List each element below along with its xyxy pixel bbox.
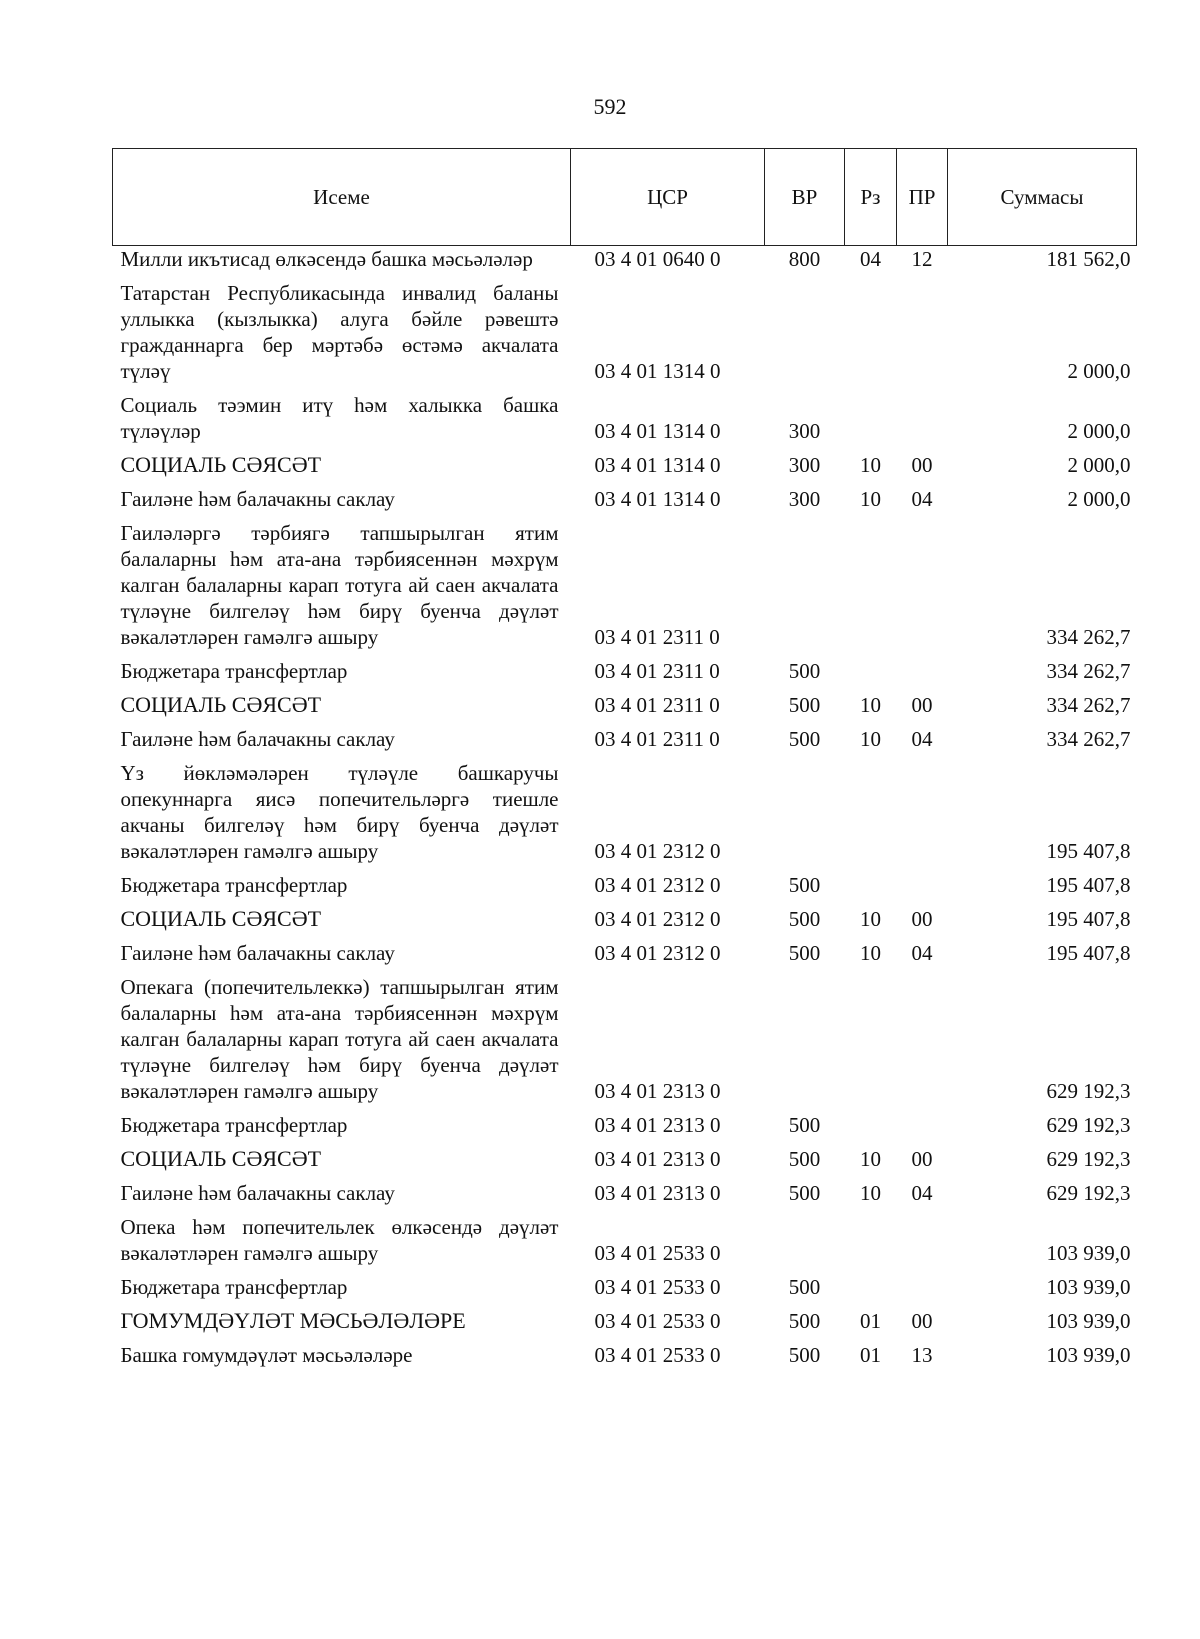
table-row <box>113 452 1137 486</box>
cell-pr <box>897 760 948 872</box>
table-row <box>113 1146 1137 1180</box>
cell-name: СОЦИАЛЬ СӘЯСӘТ <box>120 906 322 931</box>
cell-pr: 12 <box>911 247 933 271</box>
cell-rz: 10 <box>860 1147 881 1171</box>
cell-sum: 629 192,3 <box>1046 1113 1131 1137</box>
cell-csr: 03 4 01 2311 0 <box>594 727 720 751</box>
cell-rz: 10 <box>860 727 881 751</box>
header-vr: ВР <box>765 149 845 246</box>
cell-name: СОЦИАЛЬ СӘЯСӘТ <box>120 452 322 477</box>
cell-name: Милли икътисад өлкәсендә башка мәсьәләләр <box>120 247 533 271</box>
cell-name: Гаиләләргә тәрбиягә тапшырылган ятим балаларны һәм ата-ана тәрбиясеннән мәхрүм калган балаларны карап тотуга ай саен акчалата түләүне билгеләү һәм бирү буенча дәүләт вәкаләтләрен гамәлгә ашыру <box>120 521 559 649</box>
table-row <box>113 1180 1137 1214</box>
cell-pr <box>897 1214 948 1274</box>
cell-pr: 00 <box>911 453 933 477</box>
cell-csr: 03 4 01 2533 0 <box>594 1343 721 1367</box>
cell-rz <box>845 760 897 872</box>
cell-csr: 03 4 01 2312 0 <box>594 941 721 965</box>
cell-vr: 500 <box>788 659 821 683</box>
cell-pr <box>897 1112 948 1146</box>
cell-name: Опека һәм попечительлек өлкәсендә дәүләт вәкаләтләрен гамәлгә ашыру <box>120 1215 559 1265</box>
cell-name: Гаиләне һәм балачакны саклау <box>120 941 395 965</box>
budget-table <box>112 148 1137 1376</box>
cell-vr: 500 <box>788 1113 821 1137</box>
cell-sum: 103 939,0 <box>1046 1241 1131 1265</box>
cell-csr: 03 4 01 2313 0 <box>594 1181 721 1205</box>
cell-csr: 03 4 01 2313 0 <box>594 1147 721 1171</box>
cell-vr: 300 <box>788 419 821 443</box>
cell-name: ГОМУМДӘҮЛӘТ МӘСЬӘЛӘЛӘРЕ <box>120 1308 466 1333</box>
cell-sum: 2 000,0 <box>1067 453 1131 477</box>
table-row <box>113 1308 1137 1342</box>
cell-pr: 04 <box>911 727 933 751</box>
cell-csr: 03 4 01 1314 0 <box>594 359 721 383</box>
table-row <box>113 760 1137 872</box>
header-rz: Рз <box>845 149 897 246</box>
cell-sum: 103 939,0 <box>1046 1309 1131 1333</box>
table-row <box>113 1112 1137 1146</box>
cell-vr: 500 <box>788 1309 821 1333</box>
cell-pr: 13 <box>911 1343 933 1367</box>
cell-vr: 500 <box>788 907 821 931</box>
cell-vr: 300 <box>788 487 821 511</box>
cell-sum: 2 000,0 <box>1067 487 1131 511</box>
cell-pr <box>897 1274 948 1308</box>
cell-rz: 10 <box>860 907 881 931</box>
cell-pr: 04 <box>911 1181 933 1205</box>
cell-sum: 334 262,7 <box>1046 659 1131 683</box>
cell-csr: 03 4 01 2533 0 <box>594 1309 721 1333</box>
cell-rz: 10 <box>860 693 881 717</box>
cell-sum: 629 192,3 <box>1046 1181 1131 1205</box>
header-sum: Суммасы <box>948 149 1137 246</box>
cell-csr: 03 4 01 2313 0 <box>594 1079 721 1103</box>
cell-csr: 03 4 01 2311 0 <box>594 693 720 717</box>
cell-name: СОЦИАЛЬ СӘЯСӘТ <box>120 1146 322 1171</box>
cell-sum: 334 262,7 <box>1046 625 1131 649</box>
cell-vr: 500 <box>788 693 821 717</box>
table-row <box>113 280 1137 392</box>
table-row <box>113 940 1137 974</box>
table-row <box>113 1342 1137 1376</box>
table-row <box>113 872 1137 906</box>
table-row <box>113 1214 1137 1274</box>
cell-pr: 00 <box>911 1309 933 1333</box>
cell-pr <box>897 872 948 906</box>
table-row <box>113 974 1137 1112</box>
cell-rz: 01 <box>860 1343 881 1367</box>
cell-sum: 181 562,0 <box>1046 247 1131 271</box>
cell-name: Гаиләне һәм балачакны саклау <box>120 487 395 511</box>
header-pr: ПР <box>897 149 948 246</box>
cell-csr: 03 4 01 1314 0 <box>594 487 721 511</box>
cell-sum: 195 407,8 <box>1046 839 1131 863</box>
cell-csr: 03 4 01 2312 0 <box>594 873 721 897</box>
cell-rz <box>845 974 897 1112</box>
cell-name: Социаль тәэмин итү һәм халыкка башка түләүләр <box>120 393 559 443</box>
cell-rz <box>845 1112 897 1146</box>
cell-pr <box>897 974 948 1112</box>
page-number: 592 <box>593 94 627 119</box>
cell-csr: 03 4 01 2313 0 <box>594 1113 721 1137</box>
cell-csr: 03 4 01 2312 0 <box>594 839 721 863</box>
table-body <box>113 246 1137 1377</box>
cell-pr <box>897 392 948 452</box>
cell-name: Үз йөкләмәләрен түләүле башкаручы опекуннарга яисә попечительләргә тиешле акчаны билгеләү һәм бирү буенча дәүләт вәкаләтләрен гамәлгә ашыру <box>120 761 559 863</box>
cell-csr: 03 4 01 2311 0 <box>594 625 720 649</box>
cell-csr: 03 4 01 1314 0 <box>594 419 721 443</box>
cell-rz <box>845 1274 897 1308</box>
cell-vr: 500 <box>788 941 821 965</box>
table-row <box>113 486 1137 520</box>
cell-rz <box>845 520 897 658</box>
cell-pr: 04 <box>911 487 933 511</box>
cell-rz: 10 <box>860 1181 881 1205</box>
cell-csr: 03 4 01 1314 0 <box>594 453 721 477</box>
cell-sum: 195 407,8 <box>1046 907 1131 931</box>
cell-vr <box>765 520 845 658</box>
table-row <box>113 658 1137 692</box>
cell-rz <box>845 872 897 906</box>
cell-vr: 500 <box>788 1181 821 1205</box>
cell-vr: 500 <box>788 1147 821 1171</box>
cell-pr <box>897 658 948 692</box>
table-header <box>113 149 1137 246</box>
cell-name: Бюджетара трансфертлар <box>120 1275 348 1299</box>
cell-rz <box>845 392 897 452</box>
table-row <box>113 692 1137 726</box>
cell-vr: 500 <box>788 727 821 751</box>
cell-rz <box>845 658 897 692</box>
table-row <box>113 520 1137 658</box>
cell-vr: 800 <box>788 247 821 271</box>
cell-name: Гаиләне һәм балачакны саклау <box>120 1181 395 1205</box>
cell-pr: 00 <box>911 1147 933 1171</box>
cell-pr: 04 <box>911 941 933 965</box>
cell-sum: 195 407,8 <box>1046 873 1131 897</box>
cell-csr: 03 4 01 0640 0 <box>594 247 721 271</box>
cell-vr <box>765 974 845 1112</box>
cell-rz <box>845 1214 897 1274</box>
cell-sum: 2 000,0 <box>1067 419 1131 443</box>
cell-csr: 03 4 01 2533 0 <box>594 1241 721 1265</box>
cell-pr <box>897 520 948 658</box>
cell-vr <box>765 280 845 392</box>
cell-rz: 10 <box>860 487 881 511</box>
cell-csr: 03 4 01 2312 0 <box>594 907 721 931</box>
cell-name: Опекага (попечительлеккә) тапшырылган ятим балаларны һәм ата-ана тәрбиясеннән мәхрүм калган балаларны карап тотуга ай саен акчалата түләүне билгеләү һәм бирү буенча дәүләт вәкаләтләрен гамәлгә ашыру <box>120 975 559 1103</box>
cell-sum: 334 262,7 <box>1046 727 1131 751</box>
cell-name: Бюджетара трансфертлар <box>120 1113 348 1137</box>
cell-pr: 00 <box>911 693 933 717</box>
cell-rz: 10 <box>860 941 881 965</box>
table-row <box>113 392 1137 452</box>
cell-rz: 04 <box>860 247 881 271</box>
cell-name: Гаиләне һәм балачакны саклау <box>120 727 395 751</box>
cell-sum: 103 939,0 <box>1046 1343 1131 1367</box>
cell-name: Башка гомумдәүләт мәсьәләләре <box>120 1343 413 1367</box>
table-row <box>113 906 1137 940</box>
cell-csr: 03 4 01 2533 0 <box>594 1275 721 1299</box>
cell-sum: 195 407,8 <box>1046 941 1131 965</box>
cell-name: Татарстан Республикасында инвалид баланы уллыкка (кызлыкка) алуга бәйле рәвештә гражданнарга бер мәртәбә өстәмә акчалата түләү <box>120 281 559 383</box>
cell-sum: 334 262,7 <box>1046 693 1131 717</box>
cell-name: СОЦИАЛЬ СӘЯСӘТ <box>120 692 322 717</box>
table-row <box>113 726 1137 760</box>
table-row <box>113 246 1137 281</box>
header-name: Исеме <box>113 149 571 246</box>
cell-pr <box>897 280 948 392</box>
cell-pr: 00 <box>911 907 933 931</box>
cell-vr: 300 <box>788 453 821 477</box>
cell-vr: 500 <box>788 1275 821 1299</box>
cell-sum: 2 000,0 <box>1067 359 1131 383</box>
cell-vr <box>765 1214 845 1274</box>
header-csr: ЦСР <box>571 149 765 246</box>
cell-vr <box>765 760 845 872</box>
cell-csr: 03 4 01 2311 0 <box>594 659 720 683</box>
cell-vr: 500 <box>788 1343 821 1367</box>
cell-vr: 500 <box>788 873 821 897</box>
cell-sum: 629 192,3 <box>1046 1147 1131 1171</box>
table-row <box>113 1274 1137 1308</box>
cell-rz: 10 <box>860 453 881 477</box>
cell-rz <box>845 280 897 392</box>
cell-name: Бюджетара трансфертлар <box>120 873 348 897</box>
cell-rz: 01 <box>860 1309 881 1333</box>
cell-name: Бюджетара трансфертлар <box>120 659 348 683</box>
cell-sum: 103 939,0 <box>1046 1275 1131 1299</box>
cell-sum: 629 192,3 <box>1046 1079 1131 1103</box>
